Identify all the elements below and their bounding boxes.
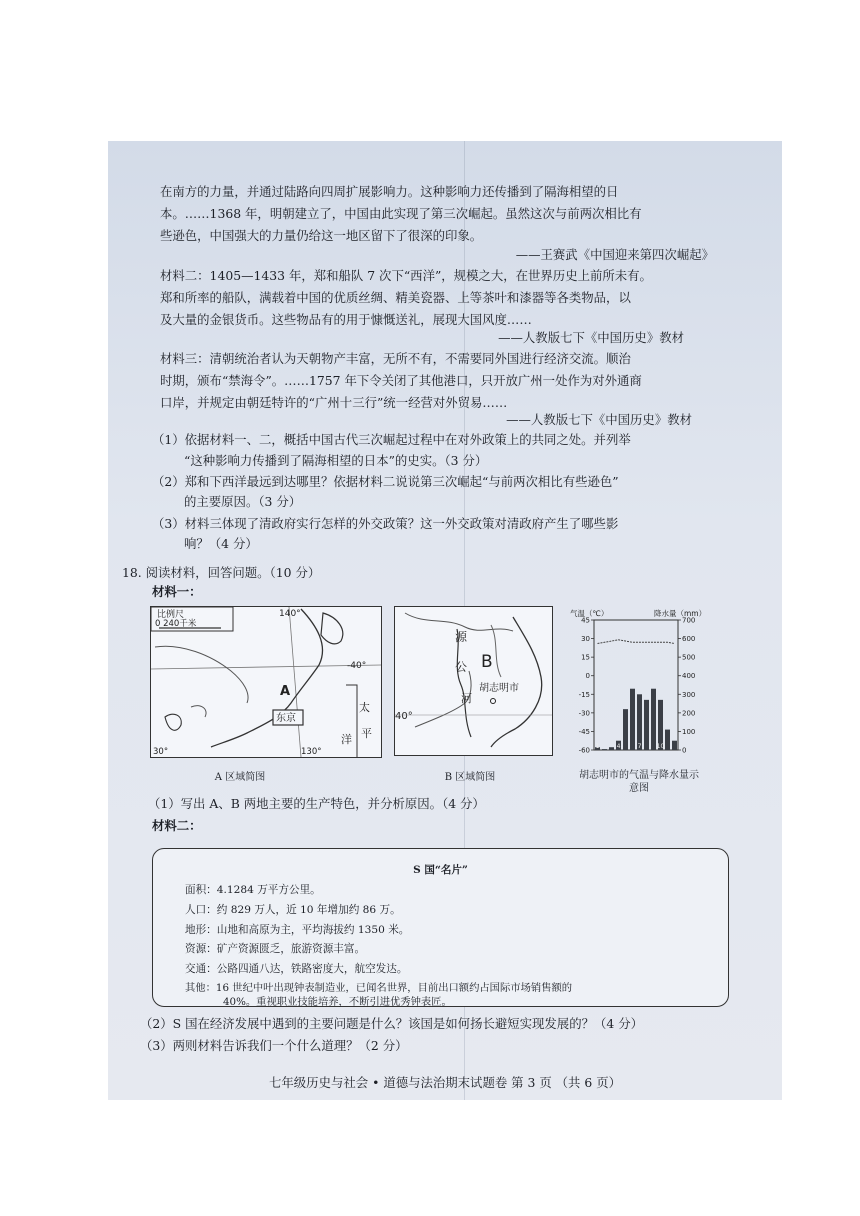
map-a-lon-140: 140°	[279, 609, 301, 619]
climate-precip-bar-9	[651, 689, 656, 750]
climate-precip-tick-label-5: 200	[682, 709, 696, 718]
map-a-kyushu	[165, 714, 181, 730]
map-a-korea	[191, 706, 206, 717]
material-two-line-1: 材料二：1405—1433 年，郑和船队 7 次下“西洋”，规模之大，在世界历史上前所未有。	[160, 268, 652, 283]
climate-precip-bar-5	[623, 709, 628, 750]
material-one-source: ——王赛武《中国迎来第四次崛起》	[515, 247, 714, 262]
climate-temp-label: 气温（℃）	[570, 609, 609, 618]
climate-precip-bar-3	[609, 747, 614, 750]
material-two-source: ——人教版七下《中国历史》教材	[498, 330, 684, 345]
map-b-label-b: B	[481, 652, 493, 672]
climate-temp-tick-label-7: -60	[578, 746, 590, 755]
climate-precip-tick-label-0: 700	[682, 616, 696, 625]
q17-3-line-2: 响？（4 分）	[184, 536, 258, 551]
page-footer: 七年级历史与社会 • 道德与法治期末试题卷 第 3 页 （共 6 页）	[269, 1075, 621, 1090]
climate-precip-tick-label-3: 400	[682, 672, 696, 681]
climate-temp-line	[598, 640, 675, 644]
climate-month-label-1: 1	[595, 743, 600, 750]
map-a-yang: 洋	[341, 733, 352, 746]
material-three-line-1: 材料三：清朝统治者认为天朝物产丰富，无所不有，不需要同外国进行经济交流。顺治	[160, 351, 631, 366]
map-b-yuan: 源	[455, 630, 468, 644]
q17-3-line-1: （3）材料三体现了清政府实行怎样的外交政策？这一外交政策对清政府产生了哪些影	[152, 516, 619, 531]
q17-1-line-2: “这种影响力传播到了隔海相望的日本”的史实。（3 分）	[184, 453, 488, 468]
map-b	[394, 606, 553, 756]
climate-precip-tick-label-1: 600	[682, 635, 696, 644]
q18-heading: 18. 阅读材料，回答问题。（10 分）	[122, 565, 321, 580]
climate-precip-bar-12	[672, 741, 677, 750]
country-card-transport: 交通：公路四通八达，铁路密度大，航空发达。	[185, 963, 408, 975]
country-card-other: 其他：16 世纪中叶出现钟表制造业，已闻名世界，目前出口额约占国际市场销售额的	[185, 982, 573, 994]
climate-temp-tick-label-2: 15	[581, 653, 590, 662]
q17-2-line-2: 的主要原因。（3 分）	[184, 494, 302, 509]
climate-temp-tick-label-4: -15	[578, 690, 590, 699]
climate-temp-tick-label-1: 30	[581, 635, 590, 644]
map-b-caption: B 区域简图	[444, 772, 496, 783]
map-b-north-border	[405, 613, 513, 631]
map-b-city-dot	[491, 699, 496, 704]
material-two-line-3: 及大量的金银货币。这些物品有的用于慷慨送礼，展现大国风度……	[160, 312, 532, 327]
map-a-legend-frame	[346, 685, 357, 757]
material-three-source: ——人教版七下《中国历史》教材	[506, 412, 692, 427]
q18-1: （1）写出 A、B 两地主要的生产特色，并分析原因。（4 分）	[148, 796, 485, 811]
map-a-scale-value: 0 240千米	[155, 619, 197, 629]
map-a-lon-130: 130°	[301, 747, 322, 757]
map-a-lat-40: -40°	[347, 661, 367, 671]
climate-precip-bar-2	[602, 749, 607, 750]
climate-month-label-7: 7	[637, 743, 642, 750]
map-b-lat-40: 40°	[395, 711, 413, 722]
map-a-caption: A 区域简图	[214, 772, 266, 783]
map-a-hokkaido	[321, 613, 343, 644]
map-b-drawing	[395, 607, 552, 755]
map-a-tokyo: 东京	[276, 713, 296, 724]
climate-precip-tick-label-2: 500	[682, 653, 696, 662]
country-card-area: 面积：4.1284 万平方公里。	[185, 884, 321, 896]
material-one-line-2: 本。……1368 年，明朝建立了，中国由此实现了第三次崛起。虽然这次与前两次相比有	[160, 206, 642, 221]
climate-precip-bar-8	[644, 700, 649, 750]
material-three-line-3: 口岸，并规定由朝廷特许的“广州十三行”统一经营对外贸易……	[160, 395, 508, 410]
q18-3: （3）两则材料告诉我们一个什么道理？（2 分）	[140, 1038, 408, 1053]
q18-material-one-label: 材料一：	[152, 584, 202, 599]
map-b-he: 河	[461, 692, 472, 705]
q17-2-line-1: （2）郑和下西洋最远到达哪里？依据材料二说说第三次崛起“与前两次相比有些逊色”	[152, 474, 619, 489]
climate-precip-bar-6	[630, 689, 635, 750]
country-card-title: S 国“名片”	[413, 864, 468, 876]
country-card-resources: 资源：矿产资源匮乏，旅游资源丰富。	[185, 943, 366, 955]
climate-month-label-4: 4	[616, 743, 621, 750]
country-card-terrain: 地形：山地和高原为主，平均海拔约 1350 米。	[185, 924, 410, 936]
climate-temp-tick-label-6: -45	[578, 727, 590, 736]
climate-precip-bar-11	[665, 730, 670, 750]
map-b-east-coast	[491, 617, 542, 747]
country-card-other-cont: 40%。重视职业技能培养，不断引进优秀钟表匠。	[223, 996, 452, 1008]
country-card-population: 人口：约 829 万人，近 10 年增加约 86 万。	[185, 904, 401, 916]
q18-2: （2）S 国在经济发展中遇到的主要问题是什么？该国是如何扬长避短实现发展的？（4 分）	[140, 1016, 643, 1031]
climate-month-label-10: 10	[656, 743, 665, 750]
map-a-scale-label: 比例尺	[157, 610, 185, 620]
map-a-meridian	[289, 607, 301, 757]
map-a-label-a: A	[280, 684, 291, 699]
q17-1-line-1: （1）依据材料一、二，概括中国古代三次崛起过程中在对外政策上的共同之处。并列举	[152, 432, 631, 447]
country-card	[152, 848, 729, 1007]
climate-temp-tick-label-0: 45	[581, 616, 590, 625]
map-a-lat-30: 30°	[153, 747, 169, 757]
climate-chart	[568, 606, 716, 756]
material-one-line-3: 些逊色，中国强大的力量仍给这一地区留下了很深的印象。	[160, 228, 483, 243]
map-a-ping: 平	[361, 727, 372, 740]
climate-caption: 胡志明市的气温与降水量示意图	[579, 770, 699, 794]
climate-precip-label: 降水量（mm）	[654, 609, 707, 618]
climate-precip-tick-label-4: 300	[682, 690, 696, 699]
climate-temp-tick-label-3: 0	[585, 672, 590, 681]
map-a	[150, 606, 382, 758]
material-three-line-2: 时期，颁布“禁海令”。……1757 年下令关闭了其他港口，只开放广州一处作为对外通商	[160, 373, 642, 388]
climate-precip-bar-7	[637, 694, 642, 750]
map-a-continent-coast	[155, 646, 248, 703]
material-two-line-2: 郑和所率的船队，满载着中国的优质丝绸、精美瓷器、上等茶叶和漆器等各类物品，以	[160, 290, 631, 305]
exam-page	[108, 141, 782, 1100]
climate-temp-tick-label-5: -30	[578, 709, 590, 718]
map-a-tai: 太	[359, 701, 370, 714]
climate-precip-tick-label-6: 100	[682, 727, 696, 736]
material-one-line-1: 在南方的力量，并通过陆路向四周扩展影响力。这种影响力还传播到了隔海相望的日	[160, 184, 619, 199]
climate-chart-svg	[568, 606, 716, 756]
map-a-drawing	[151, 607, 381, 757]
climate-precip-tick-label-7: 0	[682, 746, 687, 755]
map-b-river	[457, 629, 471, 737]
q18-material-two-label: 材料二：	[152, 818, 202, 833]
map-b-gong: 公	[455, 660, 468, 674]
map-b-city: 胡志明市	[479, 683, 519, 694]
